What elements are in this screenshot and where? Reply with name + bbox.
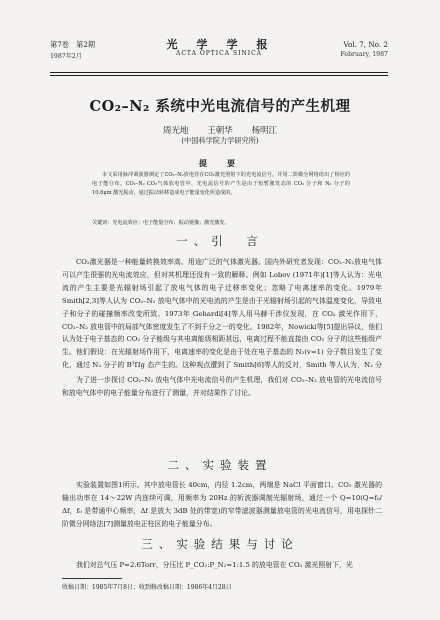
footnote: 收稿日期：1985年7月8日；收到修改稿日期：1986年4月28日 bbox=[62, 584, 232, 591]
author: 周光地 bbox=[163, 126, 189, 136]
journal-header bbox=[50, 40, 388, 70]
author-list bbox=[0, 124, 440, 136]
abstract-text: 本文采用脉冲调波器测定了CO₂–N₂放电管在CO₂激光照射下的光电流信号，并用二阶微分网络给出了相应的电子能分布。CO₂–N₂ CO₂气体放电管中，光电流信号的产生是由于短暂激发态的 CO₂ 分子和 N₂ 分子的 10.6μm 激光振动，通过振动转移造成电子能量变化所造成的。 bbox=[92, 172, 350, 197]
keywords: 关键词：光电流效应；电子能量分布；振动弛豫；激光激发。 bbox=[92, 220, 230, 226]
section-heading-introduction: 一、引 言 bbox=[176, 234, 264, 248]
publication-date-en: February, 1987 bbox=[340, 51, 388, 58]
abstract-heading: 提 要 bbox=[199, 158, 241, 168]
journal-title-en: ACTA OPTICA SINICA bbox=[175, 50, 263, 57]
footnote-rule bbox=[62, 578, 122, 579]
publication-date: 1987年2月 bbox=[50, 53, 83, 60]
body-paragraph: 我们对总气压 P=2.6Torr，分压比 P_CO₂:P_N₂=1:1.5 的放电管在 CO₂ 激光照射下，光 bbox=[76, 561, 353, 569]
affiliation: (中国科学院力学研究所) bbox=[181, 136, 259, 145]
volume-issue: 第7卷 第2期 bbox=[50, 40, 96, 49]
body-paragraph: CO₂激光器是一种能量转换效率高、用途广泛的气体激光器。国内外研究者发现：CO₂–N₂放电气体可以产生很强的光电流效应，但对其机理还没有一致的解释。例如 Lobov (1971年)[1]等人认为：光电流的产生主要是光辐射场引起了放电气体的电子迁移率变化；忽略了电离速率的变化。1979年 Smith[2,3]等人认为 CO₂–N₂ 放电气体中的光电流的产生是由于光辐射场引起的气体温度变化，导致电子和分子的碰撞频率改变所致。1973年 Gehardi[4]等人用马赫干涉仪发现，在 CO₂ 激光作用下，CO₂–N₂ 放电管中的局部气体密度发生了不到千分之一的变化。1982年，Nowicki等[5]提出异议，他们认为处于电子基态的 CO₂ 分子能级与其电离能级相距甚远，电离过程不能直接由 CO₂ 分子的这些能级产生。他们假设：在光辐射场作用下，电离速率的变化是由于处在电子基态的 N₂(v=1) 分子数目发生了变化，通过 N₂ 分子的 B³Πg 态产生的。这种观点遭到了 Smith[6]等人的反对，Smith 等人认为，N₂ 分 bbox=[62, 258, 382, 370]
paper-title: CO₂–N₂ 系统中光电流信号的产生机理 bbox=[89, 98, 351, 115]
section-heading-results: 三、实验结果与讨论 bbox=[141, 537, 299, 551]
journal-title-cn: 光 学 学 报 bbox=[166, 38, 272, 51]
header-rule bbox=[50, 72, 388, 73]
header-rule-thin bbox=[50, 75, 388, 76]
section-heading-setup: 二、实验装置 bbox=[167, 458, 273, 472]
body-paragraph: 为了进一步探讨 CO₂–N₂ 放电气体中光电流信号的产生机理，我们对 CO₂–N₂ 放电管的光电流信号和放电气体中的电子能量分布进行了测量，并对结果作了讨论。 bbox=[62, 376, 382, 397]
author: 杨明江 bbox=[251, 126, 277, 136]
author: 王朝华 bbox=[207, 126, 233, 136]
body-paragraph: 实验装置如图1所示。其中放电管长 40cm，内径 1.2cm，两端是 NaCl 平面窗口。CO₂ 激光器的输出功率在 14～22W 内连续可调，用频率为 20Hz 的斩波器调制光辐射场，通过一个 Q=10(Q=f₀/Δf，f₀ 是带通中心频率，Δf 是放大 3dB 处的带宽)的窄带滤波器测量放电管的光电流信号，用电探针二阶微分网络法[7]测量放电正柱区的电子能量分布。 bbox=[62, 481, 382, 528]
volume-issue-en: Vol. 7, No. 2 bbox=[343, 40, 388, 49]
